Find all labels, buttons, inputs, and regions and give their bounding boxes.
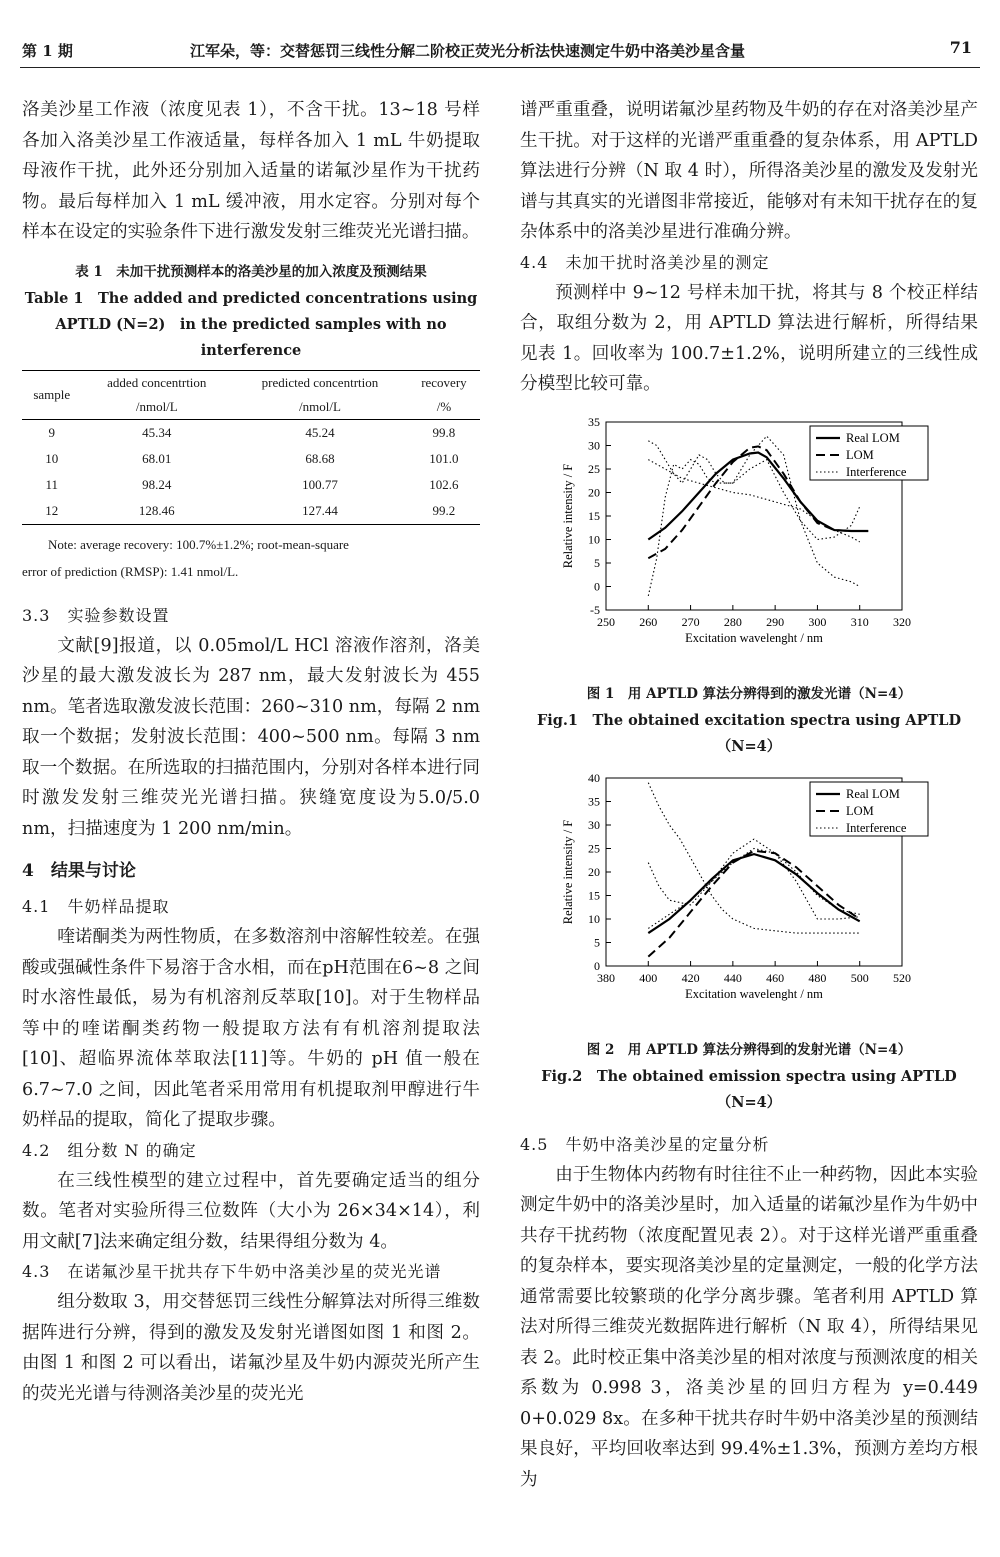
x-tick-label: 440 — [723, 970, 742, 985]
figure-2 — [520, 770, 978, 1036]
y-tick-label: 30 — [588, 438, 600, 452]
table1-note: Note: average recovery: 100.7%±1.2%; root-mean-square — [48, 536, 349, 552]
table-header: /nmol/L — [135, 398, 178, 414]
running-title: 江军朵，等：交替惩罚三线性分解二阶校正荧光分析法快速测定牛奶中洛美沙星含量 — [190, 42, 746, 60]
y-tick-label: 30 — [588, 817, 600, 832]
section-4-title: 4 结果与讨论 — [22, 861, 136, 881]
y-tick-label: -5 — [590, 602, 600, 617]
table1-caption-en-2: APTLD (N=2) in the predicted samples with no interference — [55, 315, 447, 359]
table-cell: 12 — [45, 502, 59, 518]
page-number: 71 — [949, 38, 972, 57]
section-3-3-title: 3.3 实验参数设置 — [22, 605, 170, 625]
paragraph: 谱严重重叠，说明诺氟沙星药物及牛奶的存在对洛美沙星产生干扰。对于这样的光谱严重重叠的复杂体系，用 APTLD 算法进行分辨（N 取 4 时），所得洛美沙星的激发及发射光谱与其真实的光谱图非常接近，能够对有未知干扰存在的复杂体系中的洛美沙星进行准确分辨。 — [520, 100, 978, 242]
left-column — [22, 95, 480, 1409]
legend-label: Real LOM — [846, 786, 900, 801]
x-tick-label: 380 — [597, 970, 615, 985]
y-tick-label: 10 — [588, 911, 600, 926]
paragraph: 洛美沙星工作液（浓度见表 1），不含干扰。13~18 号样各加入洛美沙星工作液适量，每样各加入 1 mL 牛奶提取母液作干扰，此外还分别加入适量的诺氟沙星作为干扰药物。最后每样加入 1 mL 缓冲液，用水定容。分别对每个样本在设定的实验条件下进行激发发射三维荧光光谱扫描。 — [22, 100, 480, 242]
table-header: sample — [22, 370, 82, 419]
x-tick-label: 320 — [893, 614, 911, 629]
series-line-dashed — [648, 850, 859, 956]
paragraph: 喹诺酮类为两性物质，在多数溶剂中溶解性较差。在强酸或强碱性条件下易溶于含水相，而在pH范围在6~8 之间时水溶性最低，易为有机溶剂反萃取[10]。对于生物样品等中的喹诺酮类药物一般提取方法有有机溶剂提取法[10]、超临界流体萃取法[11]等。牛奶的 pH 值一般在 6.7~7.0 之间，因此笔者采用常用有机提取剂甲醇进行牛奶样品的提取，简化了提取步骤。 — [22, 927, 480, 1130]
y-axis-label: Relative intensity / F — [561, 819, 575, 924]
x-tick-label: 280 — [723, 614, 742, 629]
y-tick-label: 0 — [594, 958, 600, 973]
y-tick-label: 5 — [594, 555, 600, 570]
issue-label: 第 1 期 — [22, 42, 73, 60]
x-axis-label: Excitation wavelenght / nm — [685, 986, 823, 1001]
table-cell: 98.24 — [142, 476, 172, 492]
fig1-caption-cn: 图 1 用 APTLD 算法分辨得到的激发光谱（N=4） — [586, 685, 912, 702]
table-header: predicted concentrtion — [261, 374, 379, 390]
table-cell: 99.2 — [432, 502, 456, 518]
y-tick-label: 35 — [588, 414, 600, 429]
y-tick-label: 20 — [588, 864, 600, 879]
x-tick-label: 500 — [850, 970, 869, 985]
fig2-caption-cn: 图 2 用 APTLD 算法分辨得到的发射光谱（N=4） — [586, 1041, 912, 1058]
series-line-solid — [648, 854, 859, 933]
paragraph: 由于生物体内药物有时往往不止一种药物，因此本实验测定牛奶中的洛美沙星时，加入适量的诺氟沙星作为牛奶中共存干扰药物（浓度配置见表 2）。对于这样光谱严重重叠的复杂样本，要实现洛美沙星的定量测定，一般的化学方法通常需要比较繁琐的化学分离步骤。笔者利用 APTLD 算法对所得三维荧光数据阵进行解析（N 取 4），所得结果见表 2。此时校正集中洛美沙星的相对浓度与预测浓度的相关系数为 0.998 3，洛美沙星的回归方程为 y=0.449 0+0.029 8x。在多种干扰共存时牛奶中洛美沙星的预测结果良好，平均回收率达到 99.4%±1.3%，预测方差均方根为 — [520, 1164, 978, 1490]
x-axis-label: Excitation wavelenght / nm — [685, 630, 823, 645]
table-cell: 99.8 — [432, 424, 456, 440]
table-cell: 11 — [45, 476, 59, 492]
y-tick-label: 25 — [588, 841, 600, 855]
paragraph: 文献[9]报道，以 0.05mol/L HCl 溶液作溶剂，洛美沙星的最大激发波长为 287 nm，最大发射波长为 455 nm。笔者选取激发波长范围：260~310 nm，每隔 2 nm 取一个数据；发射波长范围：400~500 nm。每隔 3 nm 取一个数据。在所选取的扫描范围内，分别对各样本进行同时激发发射三维荧光光谱扫描。狭缝宽度设为5.0/5.0 nm，扫描速度为 1 200 nm/min。 — [22, 635, 480, 839]
table-row — [22, 419, 480, 446]
table-row — [22, 472, 480, 498]
table-row — [22, 446, 480, 472]
y-tick-label: 40 — [588, 770, 600, 785]
paragraph: 预测样中 9~12 号样未加干扰，将其与 8 个校正样结合，取组分数为 2，用 APTLD 算法进行解析，所得结果见表 1。回收率为 100.7±1.2%，说明所建立的三线性成分模型比较可靠。 — [520, 282, 978, 394]
section-4-3-title: 4.3 在诺氟沙星干扰共存下牛奶中洛美沙星的荧光光谱 — [22, 1262, 442, 1281]
legend-label: Real LOM — [846, 430, 900, 445]
section-4-2-title: 4.2 组分数 N 的确定 — [22, 1140, 197, 1160]
figure-1 — [520, 414, 978, 680]
x-tick-label: 310 — [850, 614, 869, 629]
table-header: /nmol/L — [299, 398, 341, 414]
excitation-chart — [520, 414, 978, 676]
legend-label: Interference — [846, 820, 907, 835]
series-line-dotted — [648, 848, 859, 928]
table-cell: 101.0 — [429, 450, 459, 466]
table-cell: 127.44 — [302, 502, 338, 518]
paragraph: 组分数取 3，用交替惩罚三线性分解算法对所得三维数据阵进行分辨，得到的激发及发射光谱图如图 1 和图 2。由图 1 和图 2 可以看出，诺氟沙星及牛奶内源荧光所产生的荧光光谱与待测洛美沙星的荧光光 — [22, 1292, 480, 1404]
x-tick-label: 290 — [766, 614, 785, 629]
table-cell: 45.24 — [305, 424, 335, 440]
x-tick-label: 300 — [808, 614, 827, 629]
paragraph: 在三线性模型的建立过程中，首先要确定适当的组分数。笔者对实验所得三位数阵（大小为 26×34×14），利用文献[7]法来确定组分数，结果得组分数为 4。 — [22, 1170, 480, 1252]
x-tick-label: 420 — [681, 970, 700, 985]
table-row — [22, 498, 480, 525]
fig1-caption-en: Fig.1 The obtained excitation spectra using APTLD（N=4） — [536, 711, 962, 755]
x-tick-label: 400 — [639, 970, 658, 985]
fig2-caption-en: Fig.2 The obtained emission spectra using APTLD（N=4） — [541, 1067, 957, 1111]
x-tick-label: 460 — [766, 970, 785, 985]
table-cell: 68.01 — [142, 450, 172, 466]
table1-note-2: error of prediction (RMSP): 1.41 nmol/L. — [22, 563, 239, 579]
table1-caption-en-1: Table 1 The added and predicted concentrations using — [24, 289, 478, 307]
header-rule — [20, 67, 980, 68]
section-4-1-title: 4.1 牛奶样品提取 — [22, 897, 170, 916]
table1-caption-cn: 表 1 未加干扰预测样本的洛美沙星的加入浓度及预测结果 — [75, 263, 427, 280]
legend-label: Interference — [846, 464, 907, 479]
x-tick-label: 270 — [681, 614, 700, 629]
legend-label: LOM — [846, 447, 874, 462]
section-4-4-title: 4.4 未加干扰时洛美沙星的测定 — [520, 252, 770, 272]
table-cell: 45.34 — [142, 424, 172, 440]
y-tick-label: 20 — [588, 485, 600, 499]
y-tick-label: 25 — [588, 461, 600, 476]
right-column — [520, 95, 978, 1495]
y-axis-label: Relative intensity / F — [561, 463, 575, 568]
y-tick-label: 0 — [594, 579, 600, 593]
y-tick-label: 15 — [588, 508, 600, 523]
table-header: /% — [436, 398, 452, 414]
table-cell: 9 — [48, 424, 55, 440]
x-tick-label: 520 — [893, 970, 911, 985]
table-header: added concentrtion — [107, 374, 207, 390]
table-cell: 68.68 — [305, 450, 335, 466]
y-tick-label: 10 — [588, 532, 600, 546]
table-cell: 100.77 — [302, 476, 338, 492]
y-tick-label: 5 — [594, 935, 600, 949]
legend-label: LOM — [846, 803, 874, 818]
table-cell: 128.46 — [138, 502, 175, 518]
table-cell: 10 — [45, 450, 59, 466]
table-cell: 102.6 — [429, 476, 459, 492]
emission-chart — [520, 770, 978, 1032]
x-tick-label: 250 — [597, 614, 615, 629]
y-tick-label: 35 — [588, 794, 600, 808]
series-line-dotted — [648, 839, 859, 919]
x-tick-label: 260 — [639, 614, 658, 629]
page-header — [0, 0, 1000, 72]
x-tick-label: 480 — [808, 970, 827, 985]
table1 — [22, 370, 480, 525]
y-tick-label: 15 — [588, 888, 600, 902]
section-4-5-title: 4.5 牛奶中洛美沙星的定量分析 — [520, 1134, 770, 1154]
table-header: recovery — [421, 374, 467, 390]
